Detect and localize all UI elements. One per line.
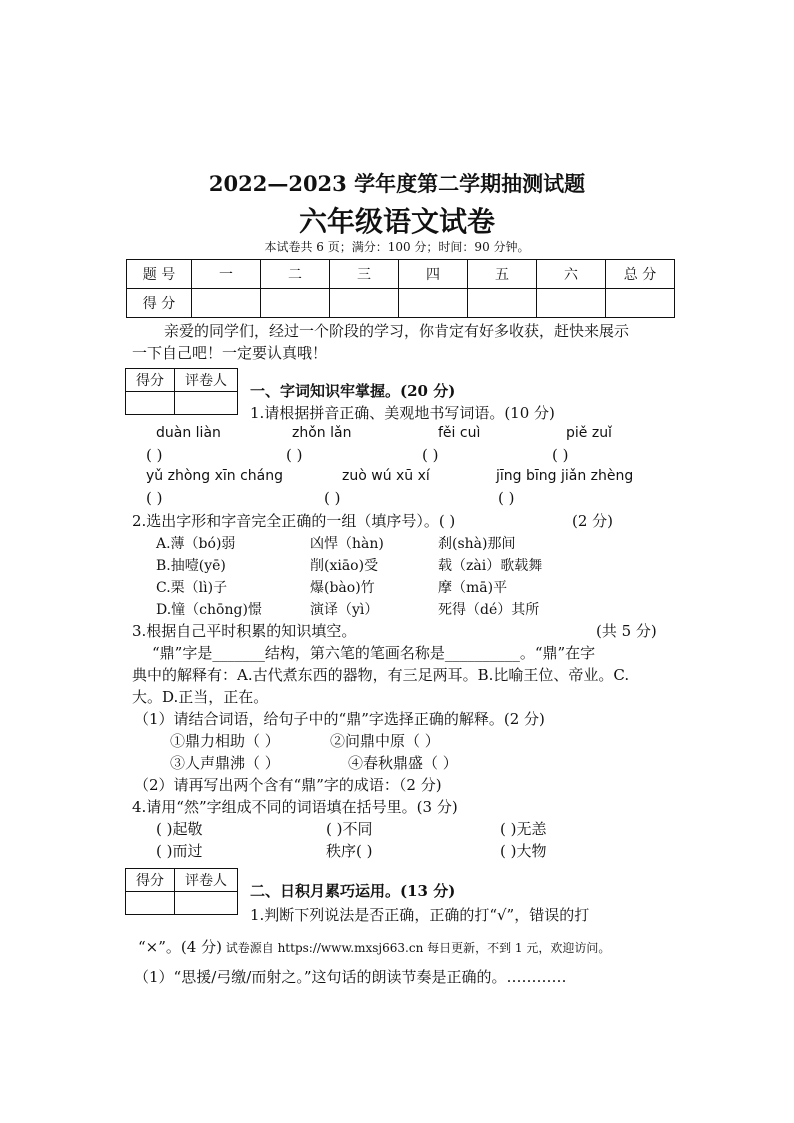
section1-q2-points: (2 分) [572,512,614,530]
pinyin-item: zuò wú xū xí [342,468,430,484]
q4-blank[interactable]: 秩序( ) [326,842,373,860]
score-table-header-row [127,260,675,289]
section1-q3-sub1-c[interactable]: ③人声鼎沸（ ） [170,754,280,772]
option-c3: 摩（mā)平 [438,580,508,596]
section1-q3-sub1: （1）请结合词语，给句子中的“鼎”字选择正确的解释。(2 分) [134,710,545,728]
answer-parens[interactable]: ( ) [552,446,569,464]
answer-parens[interactable]: ( ) [286,446,303,464]
pinyin-item: yǔ zhòng xīn cháng [146,468,284,484]
intro-line1: 亲爱的同学们，经过一个阶段的学习，你肯定有好多收获，赶快来展示 [164,322,630,340]
option-d3: 死得（dé）其所 [438,602,540,618]
section1-q3-sub2: （2）请再写出两个含有“鼎”字的成语：（2 分) [134,776,442,794]
score-cell: 二 [261,260,330,289]
grader-score-label: 得分 [126,869,175,892]
option-c2: 爆(bào)竹 [310,580,375,596]
option-d1: D.憧（chōng)憬 [156,602,262,618]
intro-line2: 一下自己吧！一定要认真哦！ [132,344,328,362]
section1-q3-line2: 典中的解释有：A.古代煮东西的器物，有三足两耳。B.比喻王位、帝业。C. [132,666,630,684]
score-cell: 五 [468,260,537,289]
score-cell: 四 [399,260,468,289]
option-a3: 刹(shà)那间 [438,536,516,552]
option-b1: B.抽噎(yē) [156,558,226,574]
answer-parens[interactable]: ( ) [324,489,341,507]
option-d2: 演译（yì） [310,602,379,618]
q4-blank[interactable]: ( )不同 [326,820,373,838]
q4-blank[interactable]: ( )而过 [156,842,203,860]
section2-q1-line2 [138,936,610,957]
score-cell: 三 [330,260,399,289]
pinyin-item: piě zuǐ [566,425,612,441]
score-cell[interactable] [468,289,537,318]
option-b3: 载（zài）歌载舞 [438,558,543,574]
option-c1: C.栗（lì)子 [156,580,228,596]
section1-q3-line3: 大。D.正当，正在。 [132,688,269,706]
section1-q3-line1: “鼎”字是_______结构，第六笔的笔画名称是__________。“鼎”在字 [152,644,596,662]
answer-parens[interactable]: ( ) [146,446,163,464]
pinyin-item: zhǒn lǎn [292,425,352,441]
section2-q1-line1: 1.判断下列说法是否正确，正确的打“√”，错误的打 [250,906,590,924]
exam-title-line2: 六年级语文试卷 [298,205,495,238]
grader-reviewer-label: 评卷人 [175,869,238,892]
grader-reviewer-cell[interactable] [175,892,238,915]
section1-q3: 3.根据自己平时积累的知识填空。 [132,622,357,640]
score-cell[interactable] [399,289,468,318]
answer-parens[interactable]: ( ) [498,489,515,507]
section2-q1-item1: （1）“思援/弓缴/而射之。”这句话的朗读节奏是正确的。………… [134,968,567,986]
score-cell[interactable] [537,289,606,318]
pinyin-item: jīng bīng jiǎn zhèng [496,468,634,484]
score-cell: 一 [192,260,261,289]
score-cell: 六 [537,260,606,289]
exam-subtitle: 本试卷共 6 页；满分：100 分；时间：90 分钟。 [264,240,530,254]
section1-q4: 4.请用“然”字组成不同的词语填在括号里。(3 分) [132,798,458,816]
score-cell[interactable] [606,289,675,318]
grader-reviewer-cell[interactable] [175,392,238,415]
section1-q1: 1.请根据拼音正确、美观地书写词语。(10 分) [250,404,555,422]
section2-heading: 二、日积月累巧运用。(13 分) [250,882,456,900]
section1-q3-sub1-d[interactable]: ④春秋鼎盛（ ） [348,754,458,772]
q4-blank[interactable]: ( )大物 [500,842,547,860]
option-a1: A.薄（bó)弱 [156,536,236,552]
score-cell[interactable] [192,289,261,318]
section1-heading: 一、字词知识牢掌握。(20 分) [250,382,456,400]
grader-box-section2 [125,868,238,915]
q4-blank[interactable]: ( )起敬 [156,820,203,838]
section1-q2: 2.选出字形和字音完全正确的一组（填序号）。( ) [132,512,456,530]
score-cell[interactable] [330,289,399,318]
answer-parens[interactable]: ( ) [422,446,439,464]
score-cell: 题 号 [127,260,192,289]
score-table-score-row [127,289,675,318]
option-a2: 凶悍（hàn) [310,536,384,552]
section1-q3-sub1-b[interactable]: ②问鼎中原（ ） [330,732,440,750]
source-note[interactable]: 试卷源自 https://www.mxsj663.cn 每日更新，不到 1 元，欢迎访问。 [225,941,611,955]
grader-score-cell[interactable] [126,392,175,415]
section1-q3-points: (共 5 分) [596,622,657,640]
score-cell[interactable] [261,289,330,318]
option-b2: 削(xiāo)受 [310,558,379,574]
q4-blank[interactable]: ( )无恙 [500,820,547,838]
score-cell: 总 分 [606,260,675,289]
score-table [126,259,675,318]
grader-box-section1 [125,368,238,415]
exam-title-line1: 2022—2023 学年度第二学期抽测试题 [208,171,586,196]
section2-q1-line2-start: “×”。(4 分) [138,938,222,956]
section1-q3-sub1-a[interactable]: ①鼎力相助（ ） [170,732,280,750]
grader-reviewer-label: 评卷人 [175,369,238,392]
grader-score-label: 得分 [126,369,175,392]
score-cell: 得 分 [127,289,192,318]
pinyin-item: duàn liàn [156,425,221,441]
grader-score-cell[interactable] [126,892,175,915]
answer-parens[interactable]: ( ) [146,489,163,507]
pinyin-item: fěi cuì [438,425,481,441]
